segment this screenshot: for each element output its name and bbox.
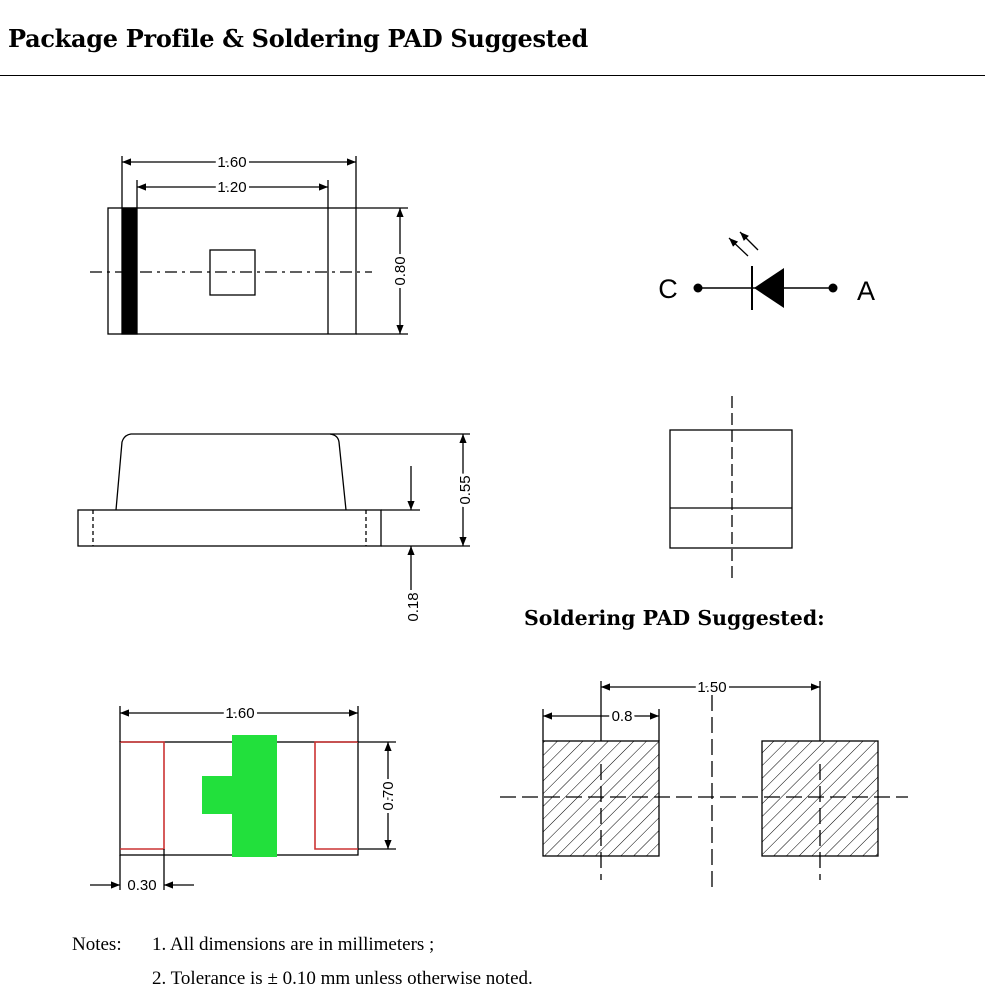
dim-label-inner: 1.20 xyxy=(217,179,247,196)
bottom-view xyxy=(90,706,396,890)
led-symbol xyxy=(694,232,838,310)
substrate xyxy=(78,510,381,546)
dim-label-bottom-length: 1.60 xyxy=(225,705,255,722)
cathode-terminal-dot xyxy=(694,284,703,293)
page-title: Package Profile & Soldering PAD Suggested xyxy=(8,24,588,53)
anode-terminal-dot xyxy=(829,284,838,293)
notes-row-2 xyxy=(72,962,533,996)
anode-label: A xyxy=(856,276,876,306)
dim-label-terminal: 0.30 xyxy=(127,877,157,894)
end-view xyxy=(670,396,792,578)
dim-label-pad: 0.8 xyxy=(611,708,633,725)
cathode-label: C xyxy=(658,274,678,304)
dim-label-bottom-width: 0.70 xyxy=(380,781,397,811)
top-view xyxy=(90,156,408,334)
dim-label-width: 0.80 xyxy=(392,256,409,286)
polarity-mark xyxy=(202,735,277,857)
note-item: 2. Tolerance is ± 0.10 mm unless otherwise noted. xyxy=(152,968,533,989)
soldering-pad-layout xyxy=(500,681,908,893)
lens-dome xyxy=(116,434,346,510)
cathode-band xyxy=(122,208,137,334)
side-view xyxy=(78,434,470,590)
top-view-body xyxy=(108,208,356,334)
dim-label-pitch: 1.50 xyxy=(697,679,727,696)
notes xyxy=(72,928,533,996)
right-terminal-outline xyxy=(315,742,358,849)
end-view-body xyxy=(670,430,792,548)
diode-triangle-icon xyxy=(754,268,784,308)
dim-label-base: 0.18 xyxy=(405,592,422,622)
dim-label-length: 1.60 xyxy=(217,154,247,171)
left-terminal-outline xyxy=(120,742,164,849)
dim-label-height: 0.55 xyxy=(457,475,474,505)
light-emission-icon xyxy=(729,232,758,256)
pad-title: Soldering PAD Suggested: xyxy=(524,606,825,630)
notes-row-1 xyxy=(72,928,533,962)
note-item: 1. All dimensions are in millimeters ; xyxy=(152,934,435,955)
notes-label: Notes: xyxy=(72,934,122,955)
